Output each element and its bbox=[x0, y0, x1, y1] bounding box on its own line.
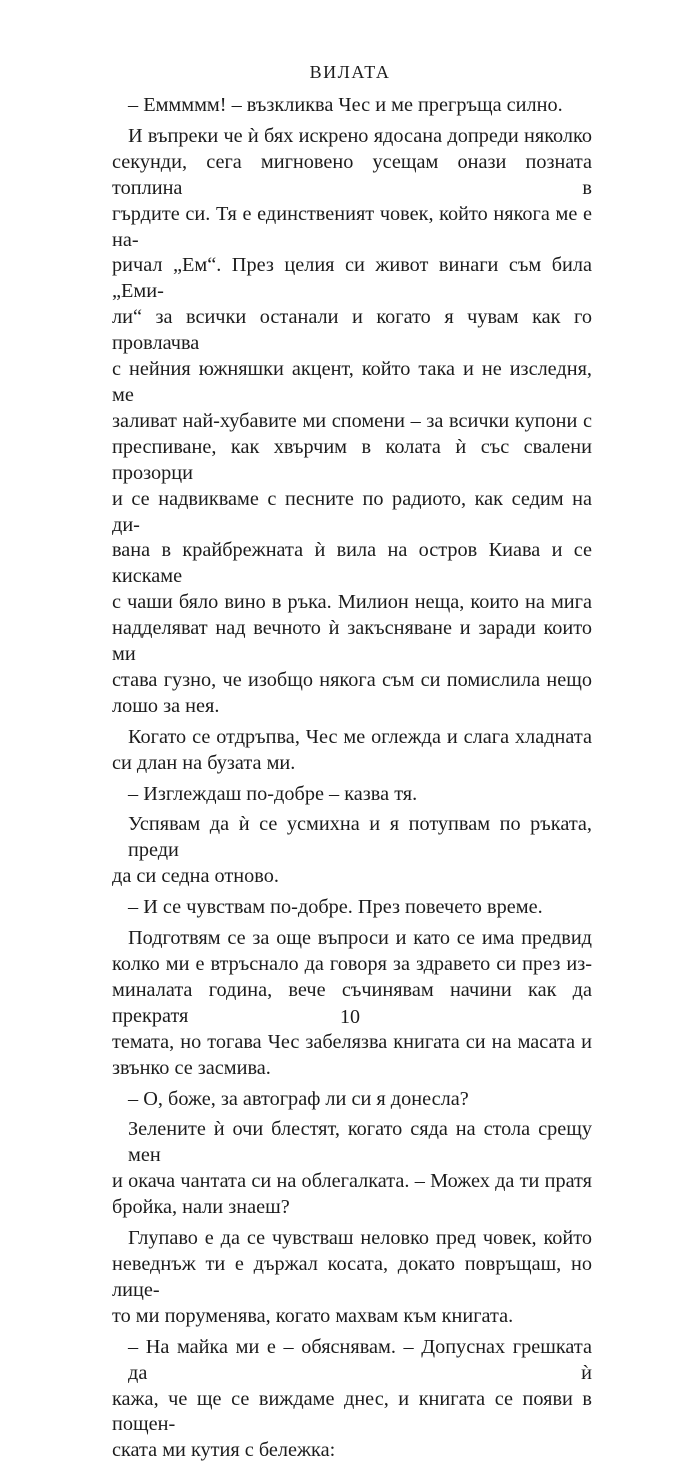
text-line: – Еммммм! – възкликва Чес и ме прегръща силно. bbox=[128, 94, 563, 116]
text-line: ли“ за всички останали и когато я чувам как го провлачва bbox=[112, 306, 592, 355]
paragraph bbox=[112, 1335, 592, 1464]
text-line: с нейния южняшки акцент, който така и не изследня, ме bbox=[112, 358, 592, 406]
text-line: Успявам да ѝ се усмихна и я потупвам по ръката, преди bbox=[128, 813, 592, 862]
text-line: – Изглеждаш по-добре – казва тя. bbox=[128, 782, 418, 805]
text-line: Глупаво е да се чувстваш неловко пред човек, който bbox=[128, 1227, 592, 1250]
text-line: ската ми кутия с бележка: bbox=[112, 1439, 336, 1462]
text-line: и окача чантата си на облегалката. – Можех да ти пратя bbox=[112, 1170, 592, 1193]
paragraph bbox=[112, 782, 592, 808]
paragraph bbox=[112, 812, 592, 890]
text-line: Подготвям се за още въпроси и като се има предвид bbox=[128, 927, 592, 950]
text-line: секунди, сега мигновено усещам онази позната топлина в bbox=[112, 150, 592, 199]
text-line: си длан на бузата ми. bbox=[112, 751, 296, 774]
text-line: преспиване, как хвърчим в колата ѝ със свалени прозорци bbox=[112, 435, 592, 484]
text-line: надделяват над вечното ѝ закъсняване и заради които ми bbox=[112, 617, 592, 666]
text-line: колко ми е втръснало да говоря за здравето си през из- bbox=[112, 953, 592, 975]
text-line: кажа, че ще се виждаме днес, и книгата се появи в пощен- bbox=[112, 1387, 592, 1436]
text-line: бройка, нали знаеш? bbox=[112, 1196, 290, 1219]
text-line: то ми поруменява, когато махвам към книгата. bbox=[112, 1304, 514, 1327]
text-line: става гузно, че изобщо някога съм си помислила нещо bbox=[112, 668, 592, 691]
text-line: неведнъж ти е държал косата, докато повръщаш, но лице- bbox=[112, 1252, 592, 1301]
paragraph bbox=[112, 1226, 592, 1330]
text-line: гърдите си. Тя е единственият човек, който някога ме е на- bbox=[112, 202, 592, 251]
paragraph bbox=[112, 895, 592, 921]
page-number: 10 bbox=[340, 1006, 360, 1028]
paragraph bbox=[112, 725, 592, 777]
text-line: да си седна отново. bbox=[112, 865, 279, 888]
text-line: Когато се отдръпва, Чес ме оглежда и слага хладната bbox=[128, 725, 592, 748]
paragraph bbox=[112, 1087, 592, 1113]
text-line: – И се чувствам по-добре. През повечето време. bbox=[128, 896, 543, 919]
paragraph bbox=[112, 93, 592, 119]
paragraph bbox=[112, 124, 592, 720]
text-line: и се надвикваме с песните по радиото, как седим на ди- bbox=[112, 487, 592, 536]
text-line: звънко се засмива. bbox=[112, 1056, 271, 1079]
text-line: с чаши бяло вино в ръка. Милион неща, които на мига bbox=[112, 591, 592, 614]
body-text bbox=[112, 93, 592, 1464]
text-line: Зелените ѝ очи блестят, когато сяда на стола срещу мен bbox=[128, 1118, 592, 1167]
paragraph bbox=[112, 926, 592, 1081]
text-line: темата, но тогава Чес забелязва книгата си на масата и bbox=[112, 1030, 592, 1053]
running-head: ВИЛАТА bbox=[309, 62, 391, 82]
text-line: ричал „Ем“. През целия си живот винаги съм била „Еми- bbox=[112, 254, 592, 303]
text-line: миналата година, вече съчинявам начини как да прекратя bbox=[112, 978, 592, 1027]
text-line: лошо за нея. bbox=[112, 694, 220, 717]
text-line: – О, боже, за автограф ли си я донесла? bbox=[128, 1087, 469, 1110]
paragraph bbox=[112, 1117, 592, 1221]
text-line: И въпреки че ѝ бях искрено ядосана допреди няколко bbox=[128, 124, 592, 147]
text-line: заливат най-хубавите ми спомени – за всички купони с bbox=[112, 409, 592, 432]
text-line: вана в крайбрежната ѝ вила на остров Киава и се кискаме bbox=[112, 539, 592, 588]
text-line: – На майка ми е – обяснявам. – Допуснах грешката да ѝ bbox=[128, 1335, 592, 1384]
